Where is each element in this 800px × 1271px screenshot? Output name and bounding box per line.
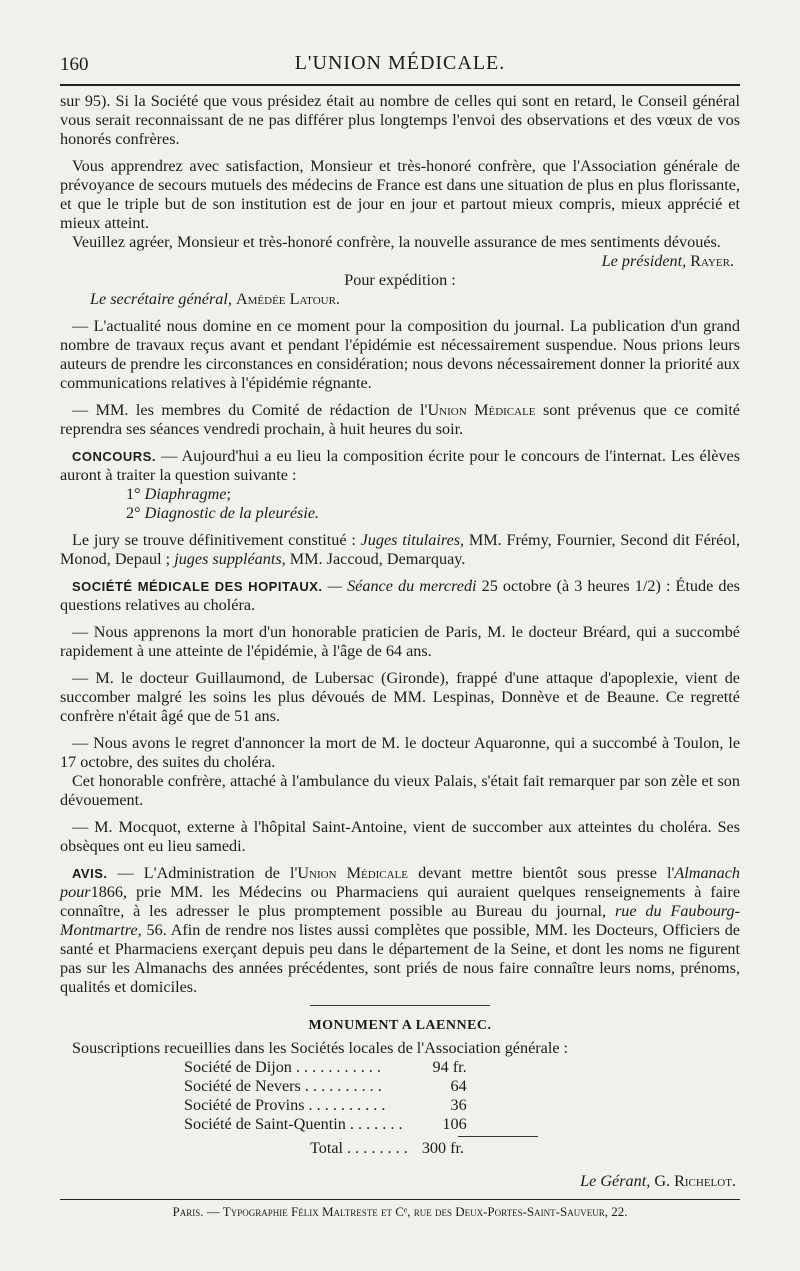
subscription-society: [180, 1115, 407, 1134]
notice-comite: [60, 401, 740, 439]
notice-aquaronne: — Nous avons le regret d'annoncer la mort de M. le docteur Aquaronne, qui a succombé à Toulon, le 17 octobre, des suites du choléra.: [60, 734, 740, 771]
leader-dots: . . . . . . . . . .: [300, 1077, 382, 1095]
almanach-title: Almanach pour: [60, 864, 741, 901]
subscription-amount: 94 fr.: [432, 1058, 467, 1076]
letter-paragraph: Vous apprendrez avec satisfaction, Monsieur et très-honoré confrère, que l'Association générale de prévoyance de secours mutuels des médecins de France est dans une situation de plus en plus florissante, et que le triple but de son institution est de jour en jour et partout mieux compris, mieux apprécié et mieux atteint.: [60, 157, 740, 232]
comite-text: — MM. les membres du Comité de rédaction de l': [72, 401, 428, 419]
gerant-signature: [60, 1172, 740, 1191]
society-name: Société de Dijon: [184, 1058, 292, 1076]
subscription-row: [180, 1115, 471, 1134]
jury-text: MM. Jaccoud, Demarquay.: [285, 550, 466, 568]
footer-city: Paris.: [172, 1204, 204, 1219]
avis-text: — L'Administration de l': [107, 864, 298, 882]
subscription-society: [180, 1077, 407, 1096]
societe-text: 25 octobre (à 3 heures 1/2) : Étude des questions relatives au choléra.: [60, 577, 740, 614]
notice-avis: [60, 864, 740, 997]
page-number: 160: [60, 54, 89, 75]
concours-text: — Aujourd'hui a eu lieu la composition écrite pour le concours de l'internat. Les élèves auront à traiter la question suivante :: [60, 447, 740, 484]
president-signature: [60, 252, 740, 271]
letter-closing: Veuillez agréer, Monsieur et très-honoré confrère, la nouvelle assurance de mes sentiments dévoués.: [72, 233, 721, 251]
notice-societe: [60, 577, 740, 615]
running-title: L'UNION MÉDICALE.: [294, 52, 506, 74]
expedition-line: Pour expédition :: [344, 271, 456, 289]
secretary-name: Amédée Latour.: [235, 290, 340, 308]
question-number: 1°: [126, 485, 145, 503]
header-rule: [60, 84, 740, 86]
subscription-society: [180, 1096, 407, 1115]
notice-guillaumond: — M. le docteur Guillaumond, de Lubersac (Gironde), frappé d'une attaque d'apoplexie, vient de succomber malgré les soins les plus dévoués de MM. Lespinas, Donnève et de Beaune. Ce regretté confrère n'était âgé que de 51 ans.: [60, 669, 740, 725]
page-header: [60, 40, 740, 80]
secretary-signature: [60, 290, 740, 309]
notice-breard: — Nous apprenons la mort d'un honorable praticien de Paris, M. le docteur Bréard, qui a succombé rapidement à une atteinte de l'épidémie, à l'âge de 64 ans.: [60, 623, 740, 660]
avis-label: AVIS.: [72, 866, 108, 881]
monument-title: MONUMENT A LAENNEC.: [308, 1018, 492, 1033]
subscriptions-table: [180, 1058, 471, 1134]
avis-address: rue du Faubourg-Montmartre,: [60, 902, 740, 939]
leader-dots: . . . . . . . . . . .: [291, 1058, 381, 1076]
avis-text: 1866, prie MM. les Médecins ou Pharmaciens qui auraient quelques renseignements à faire connaître, à les adresser le plus promptement possible au Bureau du journal,: [60, 883, 740, 920]
total-rule: [458, 1136, 538, 1137]
question-1: [60, 485, 740, 504]
subscription-row: [180, 1096, 471, 1115]
society-name: Société de Nevers: [184, 1077, 301, 1095]
question-number: 2°: [126, 504, 145, 522]
monument-intro: Souscriptions recueillies dans les Sociétés locales de l'Association générale :: [72, 1039, 569, 1057]
footer-text: — Typographie Félix Maltreste et Cᵉ, rue des Deux-Portes-Saint-Sauveur, 22.: [203, 1204, 628, 1219]
question-punct: ;: [226, 485, 231, 503]
concours-label: CONCOURS.: [72, 449, 156, 464]
notice-actualite: — L'actualité nous domine en ce moment pour la composition du journal. La publication d'un grand nombre de travaux reçus avant et pendant l'épidémie est nécessairement suspendue. Nous prions leurs auteurs de prendre les circonstances en considération; nous devons nécessairement donner la priorité aux communications relatives à l'épidémie régnante.: [60, 317, 740, 392]
subscription-row: [180, 1077, 471, 1096]
gerant-title: Le Gérant,: [580, 1172, 651, 1190]
secretary-title: Le secrétaire général,: [90, 290, 232, 308]
societe-label: SOCIÉTÉ MÉDICALE DES HOPITAUX.: [72, 579, 323, 594]
subscription-society: [180, 1058, 407, 1077]
total-row: [310, 1139, 740, 1158]
leader-dots: . . . . . . . . . .: [304, 1096, 386, 1114]
question-2: [60, 504, 740, 523]
article-body: [60, 92, 740, 1191]
total-amount: 300 fr.: [421, 1139, 465, 1157]
question-text: Diagnostic de la pleurésie.: [144, 504, 320, 522]
subscription-amount: 36: [450, 1096, 467, 1114]
journal-name: Union Médicale: [297, 864, 409, 882]
notice-concours: [60, 447, 740, 485]
question-text: Diaphragme: [144, 485, 227, 503]
footer-rule: [60, 1199, 740, 1200]
jury-suppleants: juges suppléants,: [174, 550, 286, 568]
president-name: Rayer.: [690, 252, 734, 270]
subscription-amount: 106: [442, 1115, 467, 1133]
society-name: Société de Saint-Quentin: [184, 1115, 346, 1133]
president-title: Le président,: [601, 252, 687, 270]
leader-dots: . . . . . . .: [345, 1115, 403, 1133]
subscription-amount: 64: [450, 1077, 467, 1095]
notice-mocquot: — M. Mocquot, externe à l'hôpital Saint-Antoine, vient de succomber aux atteintes du choléra. Ses obsèques ont eu lieu samedi.: [60, 818, 740, 855]
jury-titulaires: Juges titulaires,: [360, 531, 465, 549]
letter-paragraph: sur 95). Si la Société que vous présidez était au nombre de celles qui sont en retard, le Conseil général vous serait reconnaissant de ne pas différer plus longtemps l'envoi des observations et des vœux de vos honorés confrères.: [60, 92, 740, 148]
avis-text: 56. Afin de rendre nos listes aussi complètes que possible, MM. les Docteurs, Officiers de santé et Pharmaciens exerçant depuis peu dans le département de la Seine, et dont les noms ne figurent pas sur les Almanachs des années précédentes, sont priés de nous faire connaître leurs noms, prénoms, qualités et domiciles.: [60, 921, 740, 996]
comite-text: sont prévenus que ce comité reprendra ses séances vendredi prochain, à huit heures du soir.: [60, 401, 740, 438]
section-separator: [310, 1005, 490, 1006]
notice-honorable: Cet honorable confrère, attaché à l'ambulance du vieux Palais, s'était fait remarquer par son zèle et son dévouement.: [60, 772, 740, 809]
gerant-name: G. Richelot.: [654, 1172, 736, 1190]
avis-text: devant mettre bientôt sous presse l': [408, 864, 675, 882]
notice-jury: [60, 531, 740, 569]
jury-text: Le jury se trouve définitivement constitué :: [72, 531, 361, 549]
jury-text: MM. Frémy, Fournier, Second dit Féréol, Monod, Depaul ;: [60, 531, 740, 568]
subscription-row: [180, 1058, 471, 1077]
society-name: Société de Provins: [184, 1096, 305, 1114]
printer-footer: [60, 1204, 740, 1220]
total-label: Total: [310, 1139, 344, 1157]
total-dots: . . . . . . . .: [343, 1139, 408, 1157]
societe-seance: — Séance du mercredi: [322, 577, 477, 595]
journal-name: Union Médicale: [427, 401, 536, 419]
